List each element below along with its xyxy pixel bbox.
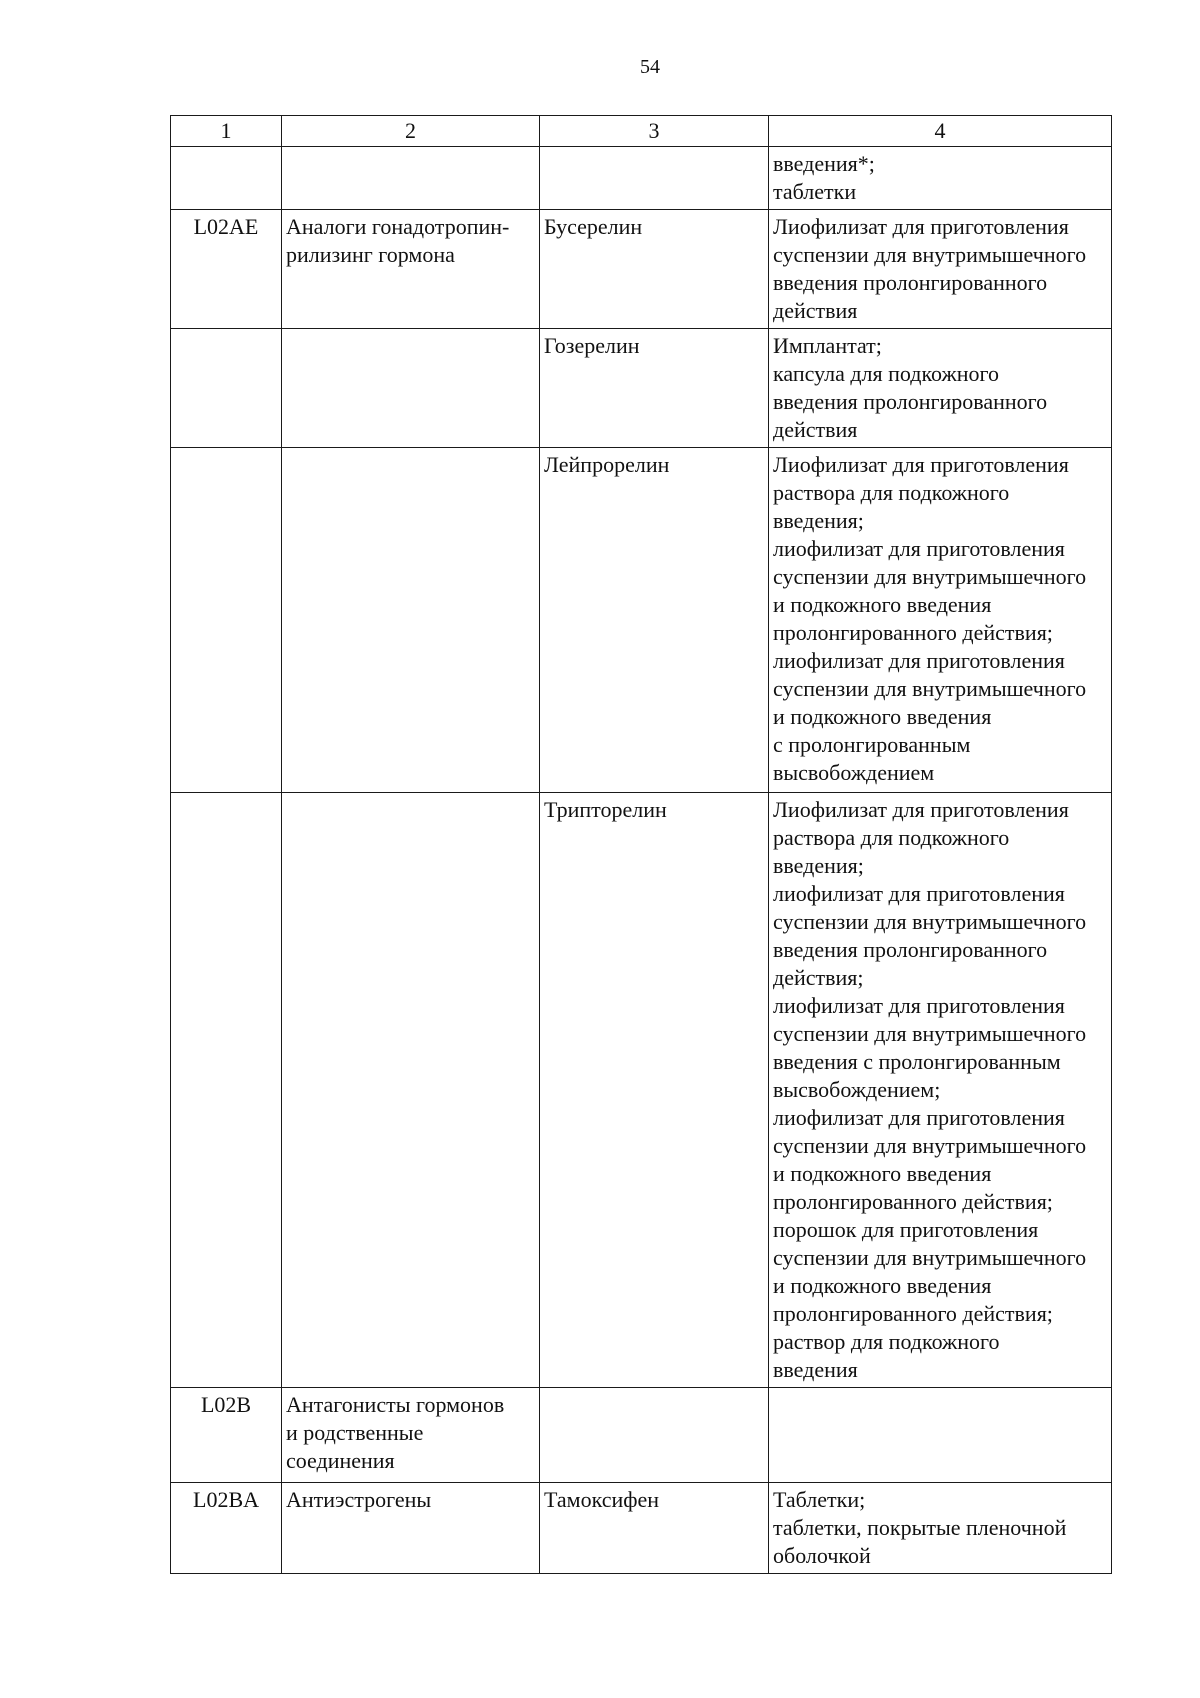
table-row <box>171 210 1112 329</box>
drug-table <box>170 115 1112 1574</box>
group-name-cell: Аналоги гонадотропин- рилизинг гормона <box>282 210 540 329</box>
column-header-3: 3 <box>540 116 769 147</box>
atc-code-cell: L02B <box>171 1388 282 1483</box>
column-header-2: 2 <box>282 116 540 147</box>
atc-code-cell: L02BA <box>171 1483 282 1574</box>
drug-name-cell: Гозерелин <box>540 329 769 448</box>
table-row <box>171 1388 1112 1483</box>
group-name-cell <box>282 448 540 793</box>
drug-name-cell: Бусерелин <box>540 210 769 329</box>
group-name-cell <box>282 147 540 210</box>
drug-name-cell <box>540 147 769 210</box>
dosage-forms-cell: Имплантат; капсула для подкожного введения пролонгированного действия <box>769 329 1112 448</box>
table-header-row <box>171 116 1112 147</box>
drug-name-cell <box>540 1388 769 1483</box>
group-name-cell <box>282 793 540 1388</box>
dosage-forms-cell: Лиофилизат для приготовления раствора для подкожного введения; лиофилизат для приготовления суспензии для внутримышечного и подкожного введения пролонгированного действия; лиофилизат для приготовления суспензии для внутримышечного и подкожного введения с пролонгированным высвобождением <box>769 448 1112 793</box>
table-row <box>171 1483 1112 1574</box>
table-row <box>171 793 1112 1388</box>
column-header-4: 4 <box>769 116 1112 147</box>
atc-code-cell <box>171 448 282 793</box>
atc-code-cell <box>171 329 282 448</box>
atc-code-cell <box>171 793 282 1388</box>
atc-code-cell <box>171 147 282 210</box>
dosage-forms-cell: Таблетки; таблетки, покрытые пленочной оболочкой <box>769 1483 1112 1574</box>
drug-name-cell: Трипторелин <box>540 793 769 1388</box>
drug-name-cell: Тамоксифен <box>540 1483 769 1574</box>
page-number: 54 <box>640 56 660 78</box>
group-name-cell: Антагонисты гормонов и родственные соединения <box>282 1388 540 1483</box>
column-header-1: 1 <box>171 116 282 147</box>
group-name-cell: Антиэстрогены <box>282 1483 540 1574</box>
dosage-forms-cell: введения*; таблетки <box>769 147 1112 210</box>
atc-code-cell: L02AE <box>171 210 282 329</box>
table-row <box>171 448 1112 793</box>
table-row <box>171 329 1112 448</box>
dosage-forms-cell: Лиофилизат для приготовления суспензии для внутримышечного введения пролонгированного действия <box>769 210 1112 329</box>
dosage-forms-cell: Лиофилизат для приготовления раствора для подкожного введения; лиофилизат для приготовления суспензии для внутримышечного введения пролонгированного действия; лиофилизат для приготовления суспензии для внутримышечного введения с пролонгированным высвобождением; лиофилизат для приготовления суспензии для внутримышечного и подкожного введения пролонгированного действия; порошок для приготовления суспензии для внутримышечного и подкожного введения пролонгированного действия; раствор для подкожного введения <box>769 793 1112 1388</box>
drug-name-cell: Лейпрорелин <box>540 448 769 793</box>
table-row <box>171 147 1112 210</box>
group-name-cell <box>282 329 540 448</box>
dosage-forms-cell <box>769 1388 1112 1483</box>
